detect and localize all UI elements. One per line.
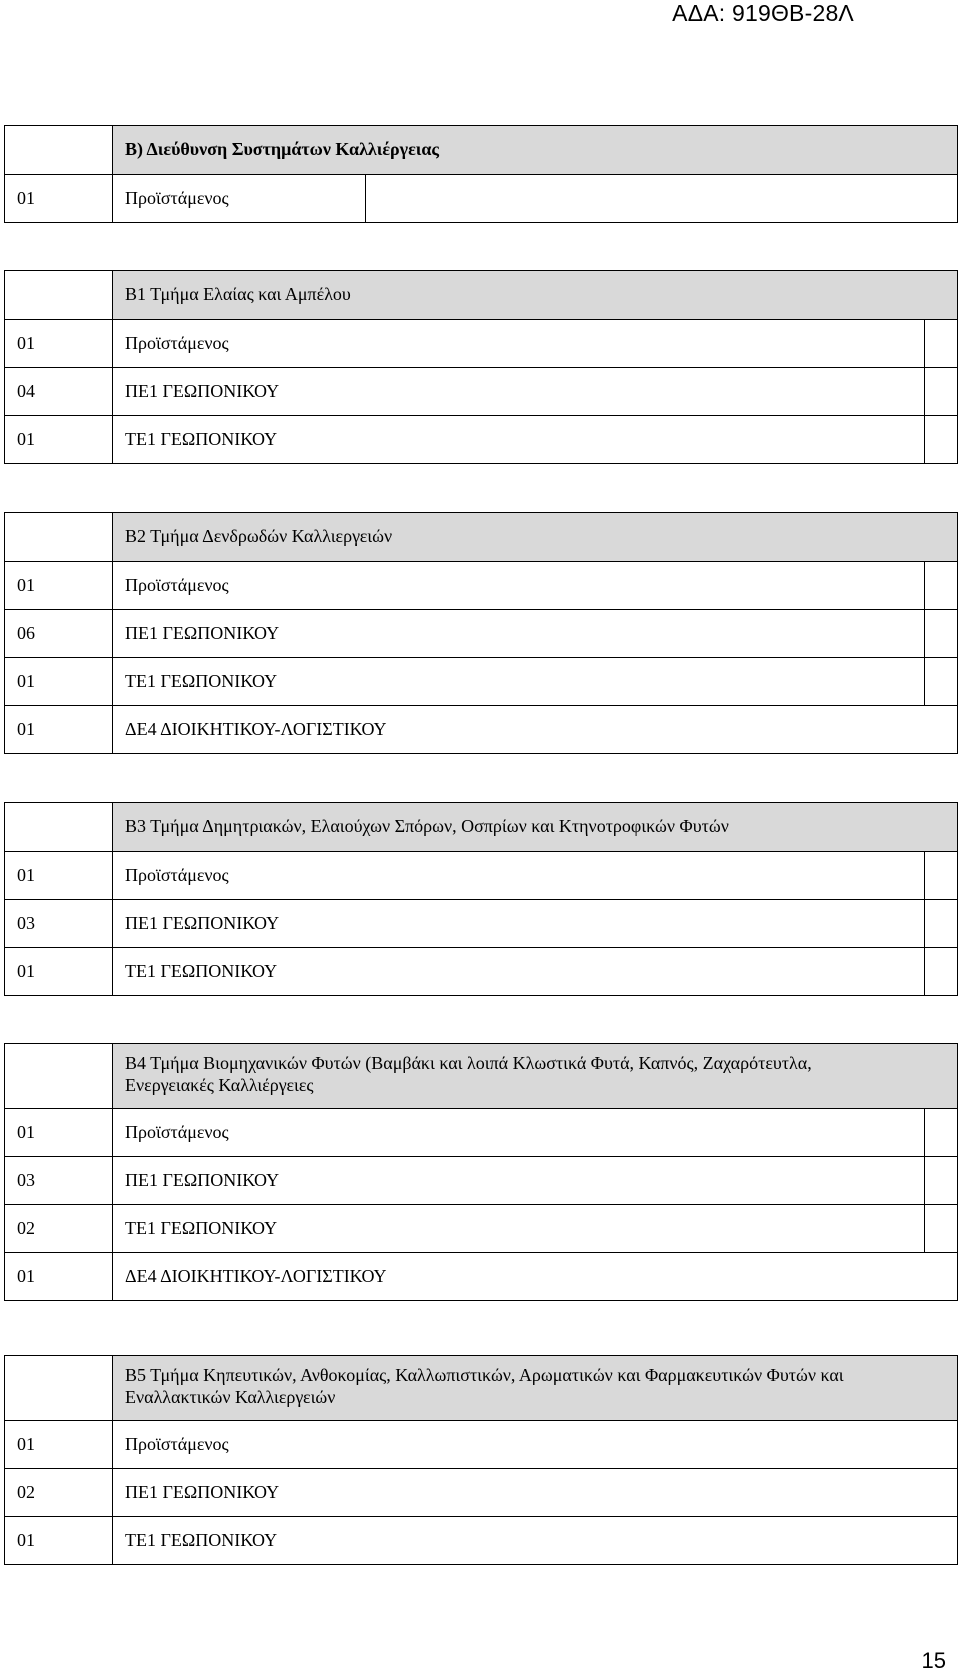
table-row xyxy=(5,1156,957,1204)
staff-position: ΔΕ4 ΔΙΟΙΚΗΤΙΚΟΥ-ΛΟΓΙΣΤΙΚΟΥ xyxy=(125,719,387,739)
staff-count: 02 xyxy=(17,1218,35,1238)
dept-title: Β3 Τμήμα Δημητριακών, Ελαιούχων Σπόρων, Οσπρίων και Κτηνοτροφικών Φυτών xyxy=(125,816,729,836)
dept-title: Β5 Τμήμα Κηπευτικών, Ανθοκομίας, Καλλωπιστικών, Αρωματικών και Φαρμακευτικών Φυτών και Εναλλακτικών Καλλιεργειών xyxy=(125,1365,844,1407)
staff-count: 01 xyxy=(17,333,35,353)
dept-title-row xyxy=(5,271,957,319)
staff-position: ΠΕ1 ΓΕΩΠΟΝΙΚΟΥ xyxy=(125,1170,280,1190)
table-row xyxy=(5,319,957,367)
dept-title: Β2 Τμήμα Δενδρωδών Καλλιεργειών xyxy=(125,526,393,546)
table-section-b xyxy=(4,125,958,223)
staff-count: 04 xyxy=(17,381,35,401)
staff-position: ΤΕ1 ΓΕΩΠΟΝΙΚΟΥ xyxy=(125,671,278,691)
staff-position: Προϊστάμενος xyxy=(125,333,229,353)
dept-title: Β1 Τμήμα Ελαίας και Αμπέλου xyxy=(125,284,351,304)
dept-title-row xyxy=(5,803,957,851)
table-row xyxy=(5,1468,957,1516)
staff-count: 01 xyxy=(17,961,35,981)
dept-title-row xyxy=(5,1356,957,1420)
staff-count: 06 xyxy=(17,623,35,643)
table-b1 xyxy=(4,270,958,464)
table-row xyxy=(5,1252,957,1300)
staff-position: ΤΕ1 ΓΕΩΠΟΝΙΚΟΥ xyxy=(125,961,278,981)
staff-count: 01 xyxy=(17,865,35,885)
staff-count: 01 xyxy=(17,1530,35,1550)
table-row xyxy=(5,1420,957,1468)
staff-count: 01 xyxy=(17,188,35,208)
page-number: 15 xyxy=(921,1648,946,1673)
table-b2 xyxy=(4,512,958,754)
staff-position: ΔΕ4 ΔΙΟΙΚΗΤΙΚΟΥ-ΛΟΓΙΣΤΙΚΟΥ xyxy=(125,1266,387,1286)
ada-code: ΑΔΑ: 919ΘΒ-28Λ xyxy=(672,0,854,26)
staff-position: Προϊστάμενος xyxy=(125,1434,229,1454)
staff-count: 01 xyxy=(17,1434,35,1454)
table-row xyxy=(5,947,957,995)
table-b4 xyxy=(4,1043,958,1301)
table-row xyxy=(5,415,957,463)
section-title-row xyxy=(5,126,957,174)
dept-title: Β4 Τμήμα Βιομηχανικών Φυτών (Βαμβάκι και λοιπά Κλωστικά Φυτά, Καπνός, Ζαχαρότευτλα, Ενεργειακές Καλλιέργειες xyxy=(125,1053,812,1095)
staff-count: 01 xyxy=(17,671,35,691)
table-row xyxy=(5,1516,957,1564)
table-row xyxy=(5,899,957,947)
staff-count: 03 xyxy=(17,913,35,933)
staff-position: ΤΕ1 ΓΕΩΠΟΝΙΚΟΥ xyxy=(125,1530,278,1550)
table-row xyxy=(5,705,957,753)
staff-position: ΤΕ1 ΓΕΩΠΟΝΙΚΟΥ xyxy=(125,429,278,449)
staff-position: ΠΕ1 ΓΕΩΠΟΝΙΚΟΥ xyxy=(125,623,280,643)
table-row xyxy=(5,174,957,222)
staff-count: 03 xyxy=(17,1170,35,1190)
table-row xyxy=(5,609,957,657)
table-row xyxy=(5,1108,957,1156)
staff-position: ΠΕ1 ΓΕΩΠΟΝΙΚΟΥ xyxy=(125,1482,280,1502)
section-title: Β) Διεύθυνση Συστημάτων Καλλιέργειας xyxy=(125,139,439,159)
staff-count: 02 xyxy=(17,1482,35,1502)
staff-position: ΠΕ1 ΓΕΩΠΟΝΙΚΟΥ xyxy=(125,381,280,401)
dept-title-row xyxy=(5,1044,957,1108)
table-b3 xyxy=(4,802,958,996)
staff-count: 01 xyxy=(17,429,35,449)
table-row xyxy=(5,657,957,705)
staff-count: 01 xyxy=(17,1122,35,1142)
dept-title-row xyxy=(5,513,957,561)
table-row xyxy=(5,561,957,609)
staff-position: Προϊστάμενος xyxy=(125,188,229,208)
staff-position: Προϊστάμενος xyxy=(125,1122,229,1142)
staff-count: 01 xyxy=(17,575,35,595)
staff-count: 01 xyxy=(17,719,35,739)
staff-position: Προϊστάμενος xyxy=(125,575,229,595)
table-row xyxy=(5,367,957,415)
table-row xyxy=(5,1204,957,1252)
table-b5 xyxy=(4,1355,958,1565)
staff-position: ΠΕ1 ΓΕΩΠΟΝΙΚΟΥ xyxy=(125,913,280,933)
staff-count: 01 xyxy=(17,1266,35,1286)
staff-position: Προϊστάμενος xyxy=(125,865,229,885)
staff-position: ΤΕ1 ΓΕΩΠΟΝΙΚΟΥ xyxy=(125,1218,278,1238)
table-row xyxy=(5,851,957,899)
